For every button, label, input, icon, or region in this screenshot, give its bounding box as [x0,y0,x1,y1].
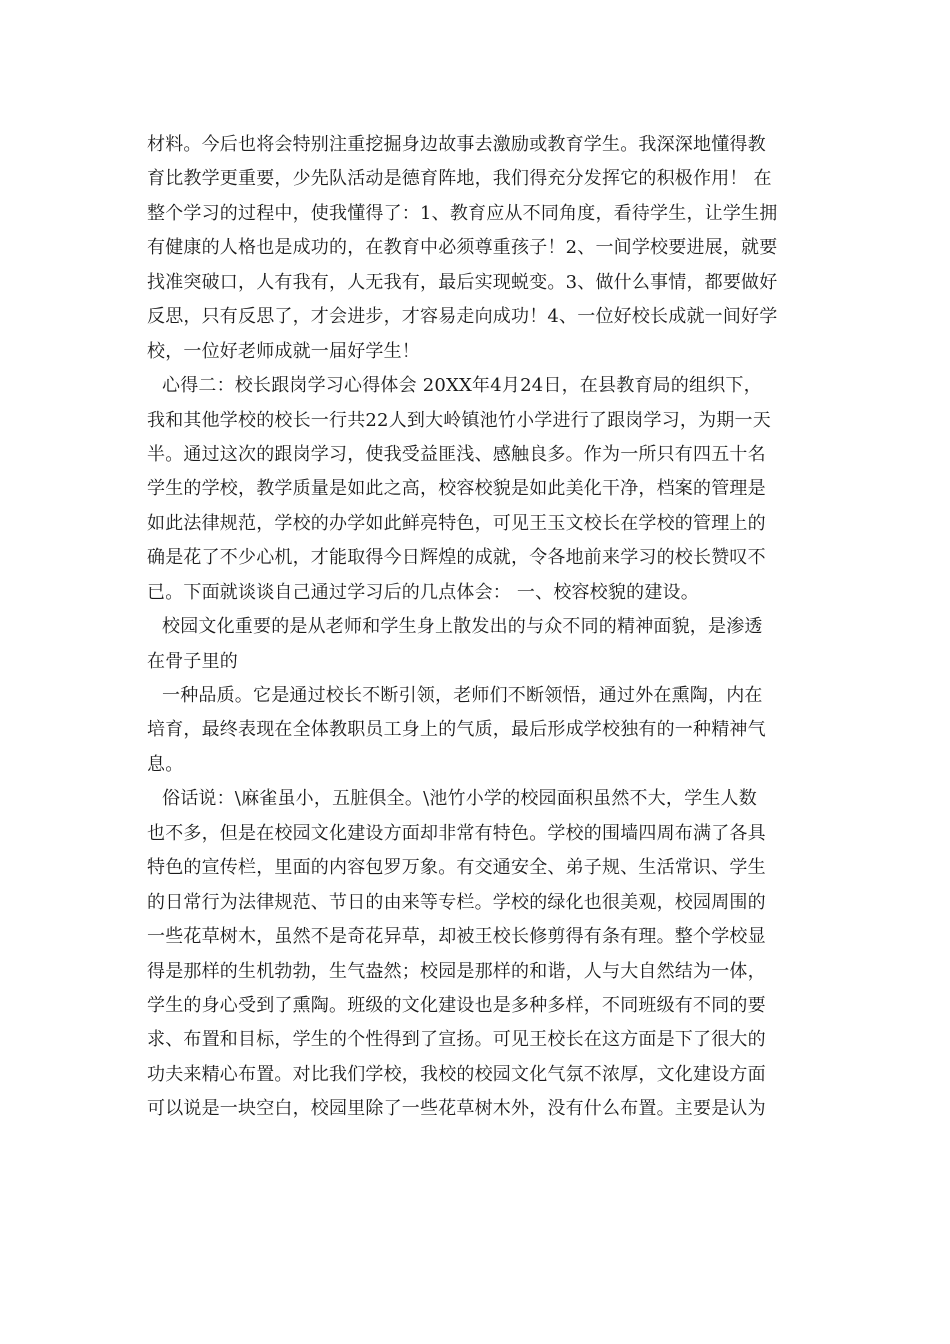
text-line: 确是花了不少心机，才能取得今日辉煌的成就，令各地前来学习的校长赞叹不 [147,547,766,569]
text-line: 有健康的人格也是成功的，在教育中必须尊重孩子！2、一间学校要进展，就要 [147,237,778,259]
text-line: 育比教学更重要，少先队活动是德育阵地，我们得充分发挥它的积极作用！ 在 [147,168,772,190]
paragraph-start-line: 校园文化重要的是从老师和学生身上散发出的与众不同的精神面貌，是渗透 [162,616,763,638]
text-line: 培育，最终表现在全体教职员工身上的气质，最后形成学校独有的一种精神气 [147,719,766,741]
paragraph-start-line: 心得二：校长跟岗学习心得体会 20XX年4月24日，在县教育局的组织下， [162,375,762,397]
text-line: 求、布置和目标，学生的个性得到了宣扬。可见王校长在这方面是下了很大的 [147,1029,766,1051]
text-line: 如此法律规范，学校的办学如此鲜亮特色，可见王玉文校长在学校的管理上的 [147,512,766,534]
paragraph-start-line: 一种品质。它是通过校长不断引领，老师们不断领悟，通过外在熏陶，内在 [162,685,763,706]
text-line: 整个学习的过程中，使我懂得了：1、教育应从不同角度，看待学生，让学生拥 [147,202,778,224]
text-line: 功夫来精心布置。对比我们学校，我校的校园文化气氛不浓厚，文化建设方面 [147,1063,766,1085]
text-line: 学生的身心受到了熏陶。班级的文化建设也是多种多样，不同班级有不同的要 [147,994,766,1016]
text-line: 息。 [147,753,184,775]
text-line: 得是那样的生机勃勃，生气盎然；校园是那样的和谐，人与大自然结为一体， [147,960,766,982]
paragraph-start-line: 俗话说：\麻雀虽小，五脏俱全。\池竹小学的校园面积虽然不大，学生人数 [162,788,757,810]
text-line: 半。通过这次的跟岗学习，使我受益匪浅、感触良多。作为一所只有四五十名 [147,443,766,465]
text-line: 可以说是一块空白，校园里除了一些花草树木外，没有什么布置。主要是认为 [147,1098,766,1120]
text-line: 一些花草树木，虽然不是奇花异草，却被王校长修剪得有条有理。整个学校显 [147,926,766,948]
body-text [147,128,807,1127]
text-line: 我和其他学校的校长一行共22人到大岭镇池竹小学进行了跟岗学习，为期一天 [147,409,771,431]
text-line: 在骨子里的 [147,650,238,672]
text-line: 找准突破口，人有我有，人无我有，最后实现蜕变。3、做什么事情，都要做好 [147,271,778,293]
text-line: 已。下面就谈谈自己通过学习后的几点体会： 一、校容校貌的建设。 [147,581,699,603]
text-line: 也不多，但是在校园文化建设方面却非常有特色。学校的围墙四周布满了各具 [147,822,766,844]
text-line: 的日常行为法律规范、节日的由来等专栏。学校的绿化也很美观，校园周围的 [147,891,766,913]
text-line: 特色的宣传栏，里面的内容包罗万象。有交通安全、弟子规、生活常识、学生 [147,857,766,879]
text-line: 学生的学校，教学质量是如此之高，校容校貌是如此美化干净，档案的管理是 [147,478,766,500]
text-line: 材料。今后也将会特别注重挖掘身边故事去激励或教育学生。我深深地懂得教 [147,134,766,155]
text-line: 反思，只有反思了，才会进步，才容易走向成功！4、一位好校长成就一间好学 [147,306,778,328]
text-line: 校，一位好老师成就一届好学生！ [147,340,420,362]
